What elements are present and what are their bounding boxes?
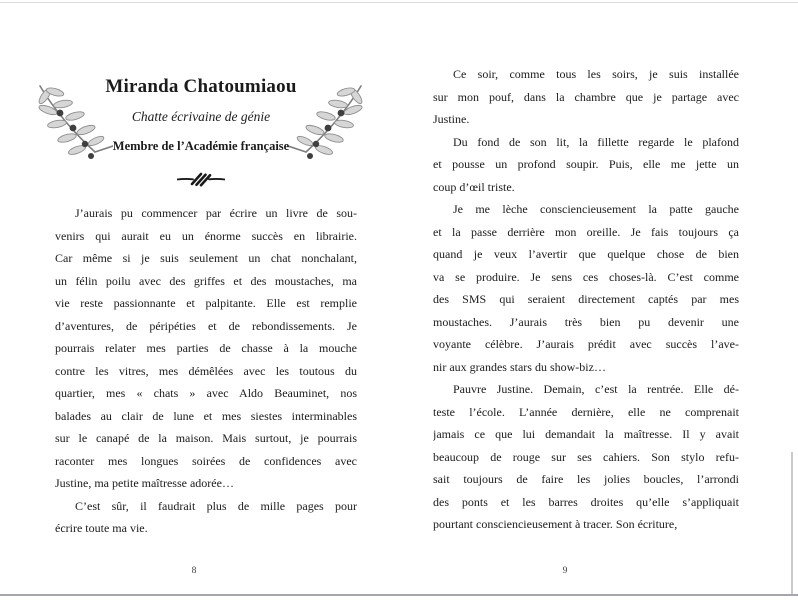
text-line: moustaches. J’aurais très bien pu devenir une (433, 314, 739, 329)
text-line: des SMS qui seraient directement captés par mes (433, 292, 739, 306)
author-header (53, 0, 349, 200)
text-line: quand je veux l’avertir que quelque chose de bien (433, 247, 739, 261)
text-line: contre les vitres, mes démêlées avec les toutous du (55, 363, 357, 378)
text-line: un félin poilu avec des griffes et des moustaches, ma (55, 273, 357, 288)
text-line: quartier, mes « chats » avec Aldo Beauminet, nos (55, 386, 357, 400)
author-subtitle: Chatte écrivaine de génie (131, 109, 271, 124)
text-line: vie reste passionnante et palpitante. Elle est remplie (55, 296, 357, 310)
text-line: balades au clair de lune et mes siestes interminables (55, 408, 357, 423)
author-affiliation: Membre de l’Académie française (112, 139, 290, 153)
text-line: et pousse un profond soupir. Puis, elle me jette un (433, 157, 739, 171)
bottom-edge-line (0, 594, 798, 596)
page-number-left: 8 (191, 566, 197, 576)
text-line: Pauvre Justine. Demain, c’est la rentrée. Elle dé- (453, 382, 739, 396)
text-line: et la passe derrière mon oreille. Je fais toujours ça (433, 224, 739, 239)
text-line: Du fond de son lit, la fillette regarde le plafond (453, 134, 739, 149)
text-line: sur le canapé de la maison. Mais surtout, je pourrais (55, 431, 357, 445)
author-name-heading: Miranda Chatoumiaou (105, 76, 297, 97)
text-line: Justine, ma petite maîtresse adorée… (55, 476, 234, 490)
twisted-rope-divider-icon (177, 170, 225, 188)
text-line: sur mon pouf, dans la chambre que je partage avec (433, 89, 739, 104)
text-line: voyante célèbre. J’aurais prédit avec succès l’ave- (433, 337, 739, 351)
text-line: des ponts et les barres droites qu’elle s’appliquait (433, 494, 739, 509)
text-line: Car même si je suis seulement un chat nonchalant, (55, 251, 357, 265)
text-line: coup d’œil triste. (433, 179, 515, 194)
text-line: venirs qui aurait eu un énorme succès en librairie. (55, 228, 357, 243)
text-line: pourtant consciencieusement à tracer. Son écriture, (433, 517, 678, 531)
text-line: teste l’école. L’année dernière, elle ne comprenait (433, 404, 739, 419)
text-line: d’aventures, de péripéties et de rebondissements. Je (55, 318, 357, 333)
text-line: pourrais relater mes parties de chasse à la mouche (55, 341, 357, 355)
page-number-right: 9 (562, 566, 568, 576)
right-page-edge-line (791, 452, 793, 594)
text-line: nir aux grandes stars du show-biz… (433, 359, 606, 374)
text-line: sait toujours de faire les jolies boucles, l’arrondi (433, 472, 739, 486)
text-line: jamais ce que lui demandait la maîtresse. Il y avait (433, 427, 739, 441)
page-left-body (55, 202, 357, 540)
text-line: Justine. (433, 112, 470, 126)
text-line: Je me lèche consciencieusement la patte gauche (453, 202, 739, 216)
text-line: va se produire. Je sens ces choses-là. C’est comme (433, 269, 739, 284)
text-line: J’aurais pu commencer par écrire un livre de sou- (75, 206, 357, 220)
text-line: beaucoup de rouge sur ses cahiers. Son stylo refu- (433, 449, 739, 464)
page-right-body (433, 63, 739, 536)
text-line: Ce soir, comme tous les soirs, je suis installée (453, 67, 739, 81)
text-line: raconter mes longues soirées de confidences avec (55, 453, 357, 468)
text-line: écrire toute ma vie. (55, 521, 148, 535)
text-line: C’est sûr, il faudrait plus de mille pages pour (75, 498, 357, 513)
